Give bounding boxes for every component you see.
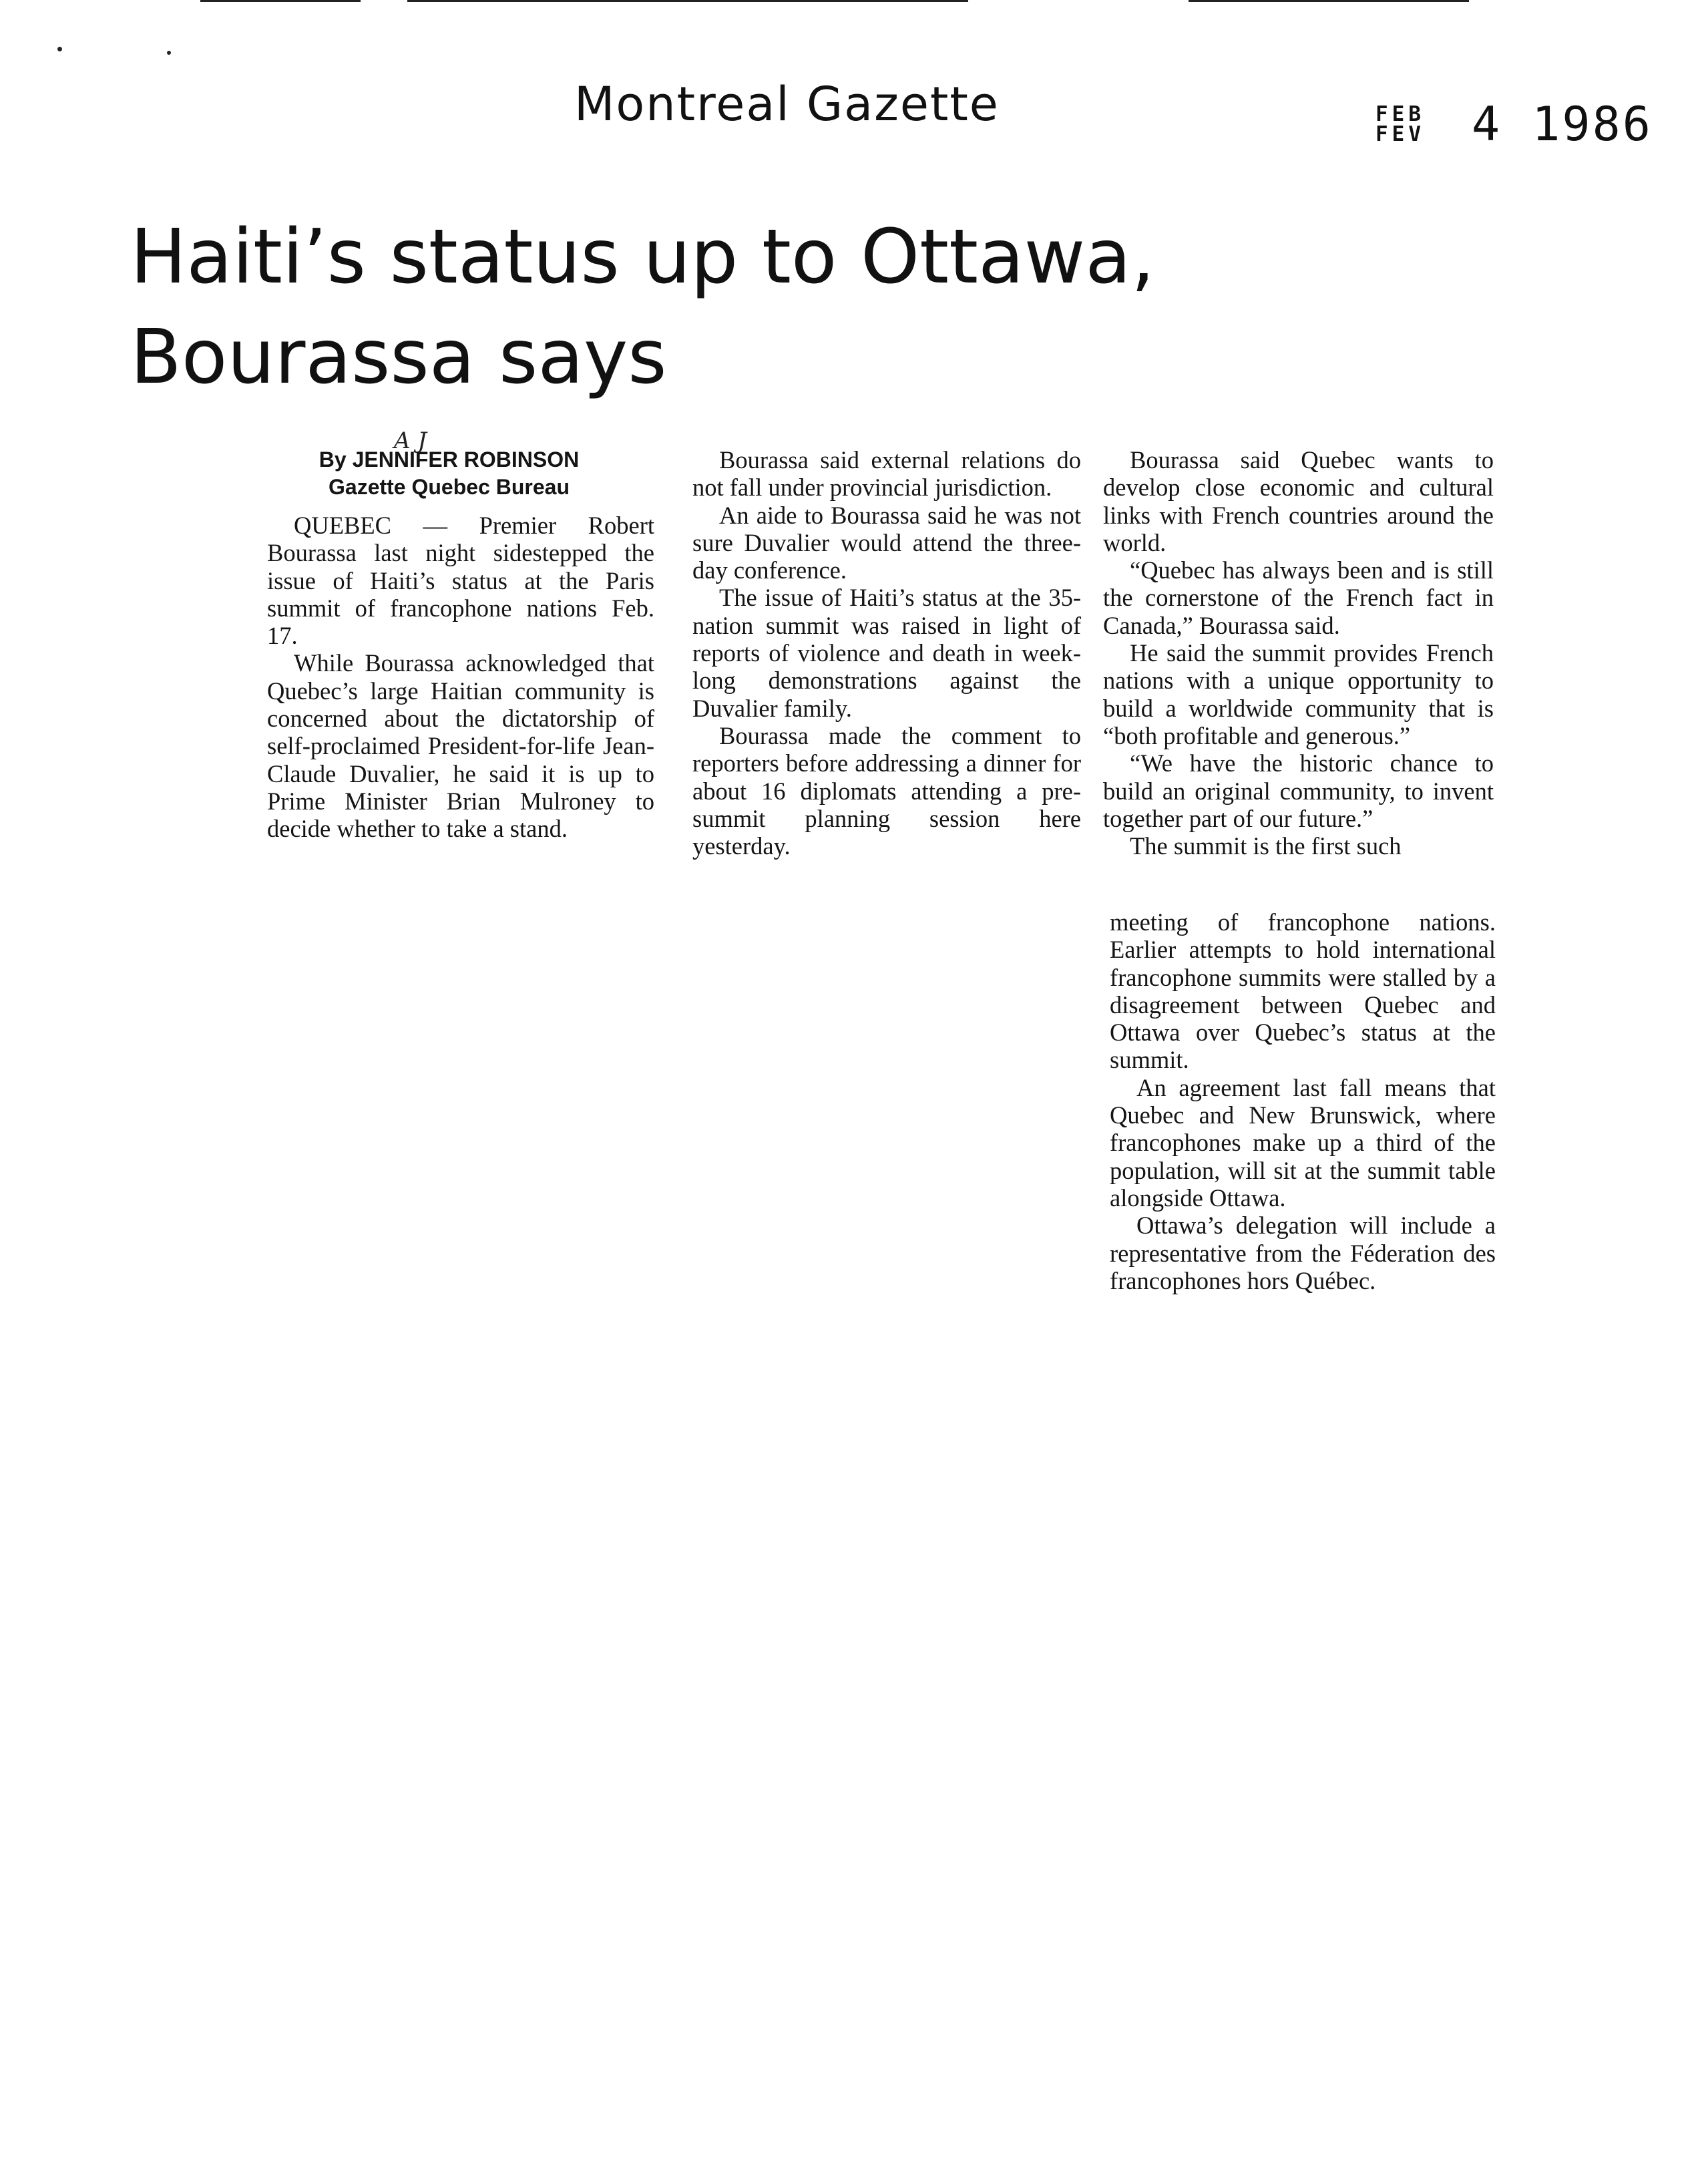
article-column-3 (1103, 446, 1494, 860)
article-column-1 (267, 446, 654, 843)
headline: Haiti’s status up to Ottawa, Bourassa says (130, 214, 1155, 401)
paragraph: The issue of Haiti’s status at the 35-nation summit was raised in light of reports of violence and death in week-long demonstrations against the Duvalier family. (692, 584, 1081, 722)
paragraph: While Bourassa acknowledged that Quebec’s large Haitian community is concerned about the dictatorship of self-proclaimed President-for-life Jean-Claude Duvalier, he said it is up to Prime Minister Brian Mulroney to decide whether to take a stand. (267, 649, 654, 843)
article-column-3-continued (1110, 908, 1496, 1294)
article-column-2 (692, 446, 1081, 860)
top-rule-right (1189, 0, 1469, 2)
speck-mark (57, 47, 62, 51)
speck-mark (167, 51, 171, 55)
month-fr: FEV (1375, 122, 1425, 146)
masthead: Montreal Gazette (574, 77, 1000, 132)
paragraph: meeting of francophone nations. Earlier attempts to hold international francophone summits were stalled by a disagreement between Quebec and Ottawa over Quebec’s status at the summit. (1110, 908, 1496, 1074)
paragraph: Ottawa’s delegation will include a representative from the Féderation des francophones hors Québec. (1110, 1212, 1496, 1294)
handwritten-note: A J (394, 427, 427, 454)
month-en: FEB (1375, 102, 1425, 126)
byline-author: By JENNIFER ROBINSON (319, 447, 580, 472)
paragraph: An agreement last fall means that Quebec and New Brunswick, where francophones make up a third of the population, will sit at the summit table alongside Ottawa. (1110, 1073, 1496, 1212)
paragraph: QUEBEC — Premier Robert Bourassa last night sidestepped the issue of Haiti’s status at the Paris summit of francophone nations Feb. 17. (267, 512, 654, 650)
paragraph: “Quebec has always been and is still the cornerstone of the French fact in Canada,” Bourassa said. (1103, 556, 1494, 639)
top-rule-middle (407, 0, 968, 2)
paragraph: Bourassa said Quebec wants to develop close economic and cultural links with French countries around the world. (1103, 446, 1494, 556)
date-stamp (1375, 97, 1653, 152)
paragraph: Bourassa said external relations do not fall under provincial jurisdiction. (692, 446, 1081, 502)
paragraph: Bourassa made the comment to reporters before addressing a dinner for about 16 diplomats attending a pre-summit planning session here yesterday. (692, 721, 1081, 860)
paragraph: The summit is the first such (1130, 832, 1402, 860)
paragraph: An aide to Bourassa said he was not sure Duvalier would attend the three-day conference. (692, 501, 1081, 584)
month-stack (1375, 104, 1425, 144)
top-rule-left (200, 0, 361, 2)
byline-bureau: Gazette Quebec Bureau (329, 475, 570, 499)
byline (267, 446, 631, 501)
paragraph: He said the summit provides French nations with a unique opportunity to build a worldwide community that is “both profitable and generous.” (1103, 639, 1494, 749)
paragraph: “We have the historic chance to build an original community, to invent together part of our future.” (1103, 749, 1494, 832)
date-value: 4 1986 (1472, 97, 1653, 152)
